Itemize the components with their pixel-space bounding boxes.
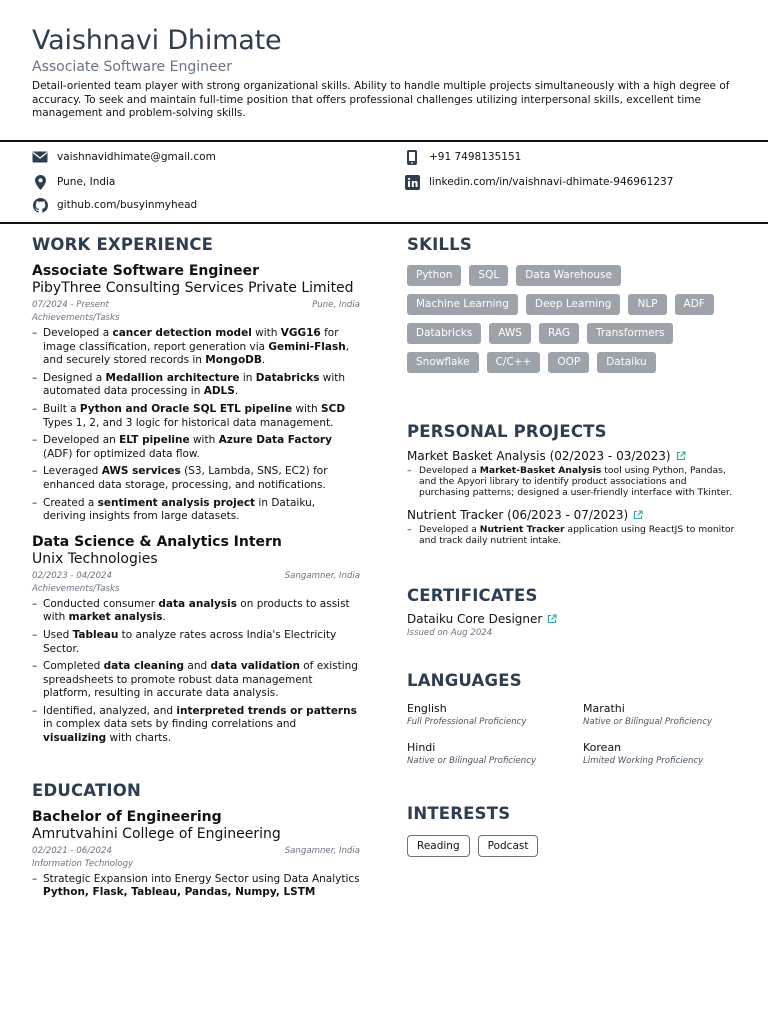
- right-column: [407, 234, 737, 857]
- candidate-title: Associate Software Engineer: [32, 59, 232, 75]
- job-entry: [32, 263, 360, 524]
- skill-tag: Python: [407, 265, 461, 286]
- job-meta: [32, 298, 360, 312]
- job-location: Sangamner, India: [284, 570, 360, 581]
- project-description: – Developed a Nutrient Tracker application using ReactJS to monitor and track daily nutrient intake.: [407, 524, 737, 546]
- location-pin-icon: [32, 174, 48, 190]
- language-item: English Full Professional Proficiency: [407, 702, 527, 727]
- project-title[interactable]: Nutrient Tracker (06/2023 - 07/2023): [407, 507, 737, 523]
- skill-tag: AWS: [489, 323, 531, 344]
- interest-item: Podcast: [478, 835, 539, 857]
- contact-github[interactable]: [32, 197, 197, 213]
- left-column: [32, 234, 360, 904]
- external-link-icon[interactable]: [633, 510, 643, 520]
- contact-linkedin[interactable]: [404, 174, 673, 190]
- education-location: Sangamner, India: [284, 845, 360, 856]
- language-item: Hindi Native or Bilingual Proficiency: [407, 741, 537, 766]
- bullet-item: – Built a Python and Oracle SQL ETL pipeline with SCD Types 1, 2, and 3 logic for historical data management.: [32, 403, 360, 430]
- job-title: Associate Software Engineer: [32, 263, 260, 279]
- certificate-name[interactable]: Dataiku Core Designer: [407, 611, 737, 627]
- project-title[interactable]: Market Basket Analysis (02/2023 - 03/2023): [407, 448, 737, 464]
- education-entry: [32, 809, 360, 900]
- email-text[interactable]: vaishnavidhimate@gmail.com: [57, 151, 216, 163]
- skill-tag: ADF: [675, 294, 714, 315]
- bullet-item: – Completed data cleaning and data validation of existing spreadsheets to promote robust data management platform, resulting in accurate data analysis.: [32, 660, 360, 701]
- skill-tag: Snowflake: [407, 352, 479, 373]
- languages-heading: LANGUAGES: [407, 671, 522, 690]
- education-meta: [32, 844, 360, 858]
- interests-heading: INTERESTS: [407, 804, 511, 823]
- bullet-item: – Identified, analyzed, and interpreted trends or patterns in complex data sets by finding correlations and visualizing with charts.: [32, 705, 360, 746]
- education-bullets: [32, 873, 360, 900]
- phone-text[interactable]: +91 7498135151: [429, 151, 522, 163]
- bullet-item: – Leveraged AWS services (S3, Lambda, SNS, EC2) for enhanced data storage, processing, and notifications.: [32, 465, 360, 492]
- company-name: Unix Technologies: [32, 550, 158, 567]
- bullet-item: – Used Tableau to analyze rates across India's Electricity Sector.: [32, 629, 360, 656]
- candidate-name: Vaishnavi Dhimate: [32, 25, 282, 56]
- linkedin-text[interactable]: linkedin.com/in/vaishnavi-dhimate-946961237: [429, 176, 674, 188]
- interests-list: [407, 835, 737, 857]
- job-bullets: [32, 598, 360, 746]
- project-description: – Developed a Market-Basket Analysis tool using Python, Pandas, and the Apyori library to identify product associations and purchasing patterns; designed a user-friendly interface with Tkinter.: [407, 465, 737, 498]
- interest-item: Reading: [407, 835, 470, 857]
- certificates-heading: CERTIFICATES: [407, 586, 538, 605]
- skills-list: [407, 265, 737, 373]
- job-meta: [32, 569, 360, 583]
- skills-heading: SKILLS: [407, 235, 472, 254]
- skill-tag: NLP: [628, 294, 666, 315]
- skill-tag: Data Warehouse: [516, 265, 621, 286]
- project-entry: [407, 448, 737, 498]
- job-dates: 07/2024 - Present: [32, 300, 109, 310]
- language-item: Korean Limited Working Proficiency: [583, 741, 704, 766]
- phone-icon: [404, 149, 420, 165]
- school-name: Amrutvahini College of Engineering: [32, 825, 281, 842]
- skill-tag: OOP: [548, 352, 589, 373]
- job-title: Data Science & Analytics Intern: [32, 533, 282, 550]
- skill-tag: Databricks: [407, 323, 481, 344]
- external-link-icon[interactable]: [547, 614, 557, 624]
- bullet-item: – Developed an ELT pipeline with Azure Data Factory (ADF) for optimized data flow.: [32, 434, 360, 461]
- contact-phone[interactable]: [404, 149, 521, 165]
- languages-list: [407, 702, 737, 768]
- contact-location: [32, 174, 115, 190]
- envelope-icon: [32, 149, 48, 165]
- bullet-item: – Conducted consumer data analysis on products to assist with market analysis.: [32, 598, 360, 625]
- job-location: Pune, India: [312, 300, 360, 310]
- summary-text: Detail-oriented team player with strong organizational skills. Ability to handle multiple projects simultaneously with a high degree of accuracy. To seek and maintain full-time position that offers professional challenges utilizing interpersonal skills, excellent time management and problem-solving skills.: [32, 80, 730, 119]
- linkedin-icon: [404, 174, 420, 190]
- job-bullets: [32, 327, 360, 524]
- bullet-item: – Strategic Expansion into Energy Sector using Data Analytics Python, Flask, Tableau, Pandas, Numpy, LSTM: [32, 873, 360, 900]
- education-field: Information Technology: [32, 858, 134, 869]
- bullet-item: – Developed a cancer detection model with VGG16 for image classification, report generation via Gemini-Flash, and securely stored records in MongoDB.: [32, 327, 360, 368]
- education-dates: 02/2021 - 06/2024: [32, 845, 112, 856]
- location-text: Pune, India: [57, 176, 116, 188]
- github-icon: [32, 197, 48, 213]
- skill-tag: SQL: [469, 265, 508, 286]
- external-link-icon[interactable]: [676, 451, 686, 461]
- bullet-item: – Created a sentiment analysis project in Dataiku, deriving insights from large datasets.: [32, 497, 360, 524]
- company-name: PibyThree Consulting Services Private Limited: [32, 280, 354, 296]
- skill-tag: Dataiku: [597, 352, 655, 373]
- skill-tag: C/C++: [487, 352, 541, 373]
- job-subhead: Achievements/Tasks: [32, 583, 120, 594]
- projects-heading: PERSONAL PROJECTS: [407, 422, 607, 441]
- job-dates: 02/2023 - 04/2024: [32, 570, 112, 581]
- contact-divider: [0, 222, 768, 224]
- skill-tag: RAG: [539, 323, 579, 344]
- certificate-entry: [407, 611, 737, 640]
- skill-tag: Machine Learning: [407, 294, 518, 315]
- github-text[interactable]: github.com/busyinmyhead: [57, 199, 198, 211]
- work-experience-heading: WORK EXPERIENCE: [32, 235, 214, 254]
- job-subhead: Achievements/Tasks: [32, 313, 120, 323]
- degree-title: Bachelor of Engineering: [32, 808, 222, 825]
- certificate-issued: Issued on Aug 2024: [407, 628, 493, 638]
- contact-email[interactable]: [32, 149, 216, 165]
- header-divider: [0, 140, 768, 142]
- resume-header: [32, 24, 736, 121]
- bullet-item: – Designed a Medallion architecture in Databricks with automated data processing in ADLS.: [32, 372, 360, 399]
- skill-tag: Transformers: [587, 323, 673, 344]
- project-entry: [407, 507, 737, 546]
- job-entry: [32, 534, 360, 746]
- education-heading: EDUCATION: [32, 780, 141, 800]
- language-item: Marathi Native or Bilingual Proficiency: [583, 702, 713, 727]
- skill-tag: Deep Learning: [526, 294, 621, 315]
- contact-section: [32, 148, 736, 218]
